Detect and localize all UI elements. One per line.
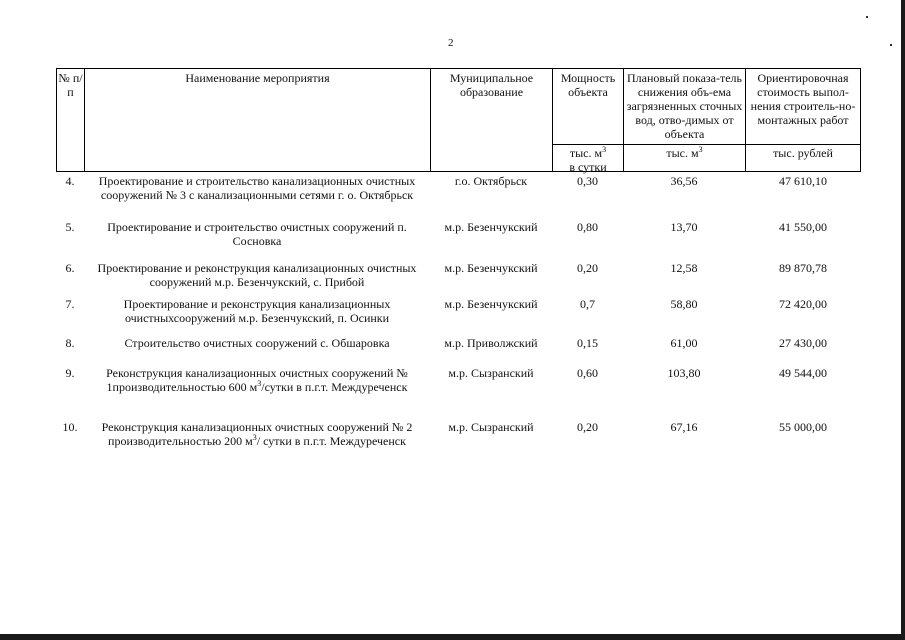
header-cost-label: Ориентировочная стоимость выпол-нения строитель-но-монтажных работ bbox=[750, 71, 856, 127]
row-municipality: м.р. Безенчукский bbox=[444, 220, 538, 234]
row-num: 4. bbox=[65, 174, 75, 188]
row-reduction: 61,00 bbox=[670, 336, 698, 350]
header-name bbox=[84, 68, 430, 172]
header-cost bbox=[745, 68, 861, 172]
header-num-label: № п/п bbox=[58, 71, 83, 99]
row-cost: 49 544,00 bbox=[779, 366, 827, 380]
row-num: 8. bbox=[65, 336, 75, 350]
scan-speck bbox=[866, 16, 868, 18]
row-num: 10. bbox=[62, 420, 78, 434]
header-municipality-label: Муниципальное образование bbox=[449, 71, 534, 99]
row-municipality: м.р. Безенчукский bbox=[444, 261, 538, 275]
row-capacity: 0,20 bbox=[577, 261, 598, 275]
row-num: 7. bbox=[65, 297, 75, 311]
row-cost: 27 430,00 bbox=[779, 336, 827, 350]
row-capacity: 0,80 bbox=[577, 220, 598, 234]
header-reduction-label: Плановый показа-тель снижения объ-ема загрязненных сточных вод, отво-димых от объекта bbox=[626, 71, 743, 141]
row-reduction: 103,80 bbox=[667, 366, 701, 380]
row-name: Реконструкция канализационных очистных сооружений № 1производительностью 600 $м^3$/сутки в п.г.т. Междуреченск bbox=[106, 366, 408, 394]
row-municipality: м.р. Приволжский bbox=[444, 336, 538, 350]
header-capacity bbox=[552, 68, 623, 172]
row-reduction: 67,16 bbox=[670, 420, 698, 434]
row-municipality: м.р. Сызранский bbox=[448, 366, 534, 380]
row-cost: 89 870,78 bbox=[779, 261, 827, 275]
table-header bbox=[56, 68, 861, 172]
row-name: Строительство очистных сооружений с. Обшаровка bbox=[124, 336, 390, 350]
row-cost: 41 550,00 bbox=[779, 220, 827, 234]
header-num bbox=[56, 68, 84, 172]
row-capacity: 0,20 bbox=[577, 420, 598, 434]
header-name-label: Наименование мероприятия bbox=[185, 71, 330, 85]
header-municipality bbox=[430, 68, 552, 172]
scan-speck bbox=[890, 44, 892, 46]
row-num: 9. bbox=[65, 366, 75, 380]
row-capacity: 0,15 bbox=[577, 336, 598, 350]
reduction-unit: тыс. $м^3$ bbox=[624, 144, 745, 160]
row-name: Реконструкция канализационных очистных сооружений № 2 производительностью 200 $м^3/$ сутки в п.г.т. Междуреченск bbox=[101, 420, 413, 448]
row-reduction: 36,56 bbox=[670, 174, 698, 188]
row-reduction: 58,80 bbox=[670, 297, 698, 311]
row-reduction: 12,58 bbox=[670, 261, 698, 275]
scan-border-bottom bbox=[0, 634, 905, 640]
row-capacity: 0,60 bbox=[577, 366, 598, 380]
row-capacity: 0,7 bbox=[580, 297, 595, 311]
row-cost: 47 610,10 bbox=[779, 174, 827, 188]
row-reduction: 13,70 bbox=[670, 220, 698, 234]
header-reduction bbox=[623, 68, 745, 172]
page-number: 2 bbox=[448, 37, 454, 49]
row-name: Проектирование и реконструкция канализационных очистныхсооружений м.р. Безенчукский, п. Осинки bbox=[123, 297, 391, 325]
cost-unit: тыс. рублей bbox=[746, 144, 860, 160]
scan-border-right bbox=[901, 0, 905, 640]
row-cost: 55 000,00 bbox=[779, 420, 827, 434]
row-name: Проектирование и строительство канализационных очистных сооружений № 3 с канализационными сетями г. о. Октябрьск bbox=[98, 174, 416, 202]
row-name: Проектирование и строительство очистных сооружений п. Сосновка bbox=[107, 220, 407, 248]
row-municipality: м.р. Сызранский bbox=[448, 420, 534, 434]
row-num: 5. bbox=[65, 220, 75, 234]
header-capacity-label: Мощность объекта bbox=[560, 71, 616, 99]
row-capacity: 0,30 bbox=[577, 174, 598, 188]
capacity-unit: тыс. $м^3$ в сутки bbox=[553, 144, 623, 174]
row-municipality: м.р. Безенчукский bbox=[444, 297, 538, 311]
row-cost: 72 420,00 bbox=[779, 297, 827, 311]
row-municipality: г.о. Октябрьск bbox=[454, 174, 528, 188]
row-num: 6. bbox=[65, 261, 75, 275]
row-name: Проектирование и реконструкция канализационных очистных сооружений м.р. Безенчукский, с. Прибой bbox=[97, 261, 417, 289]
